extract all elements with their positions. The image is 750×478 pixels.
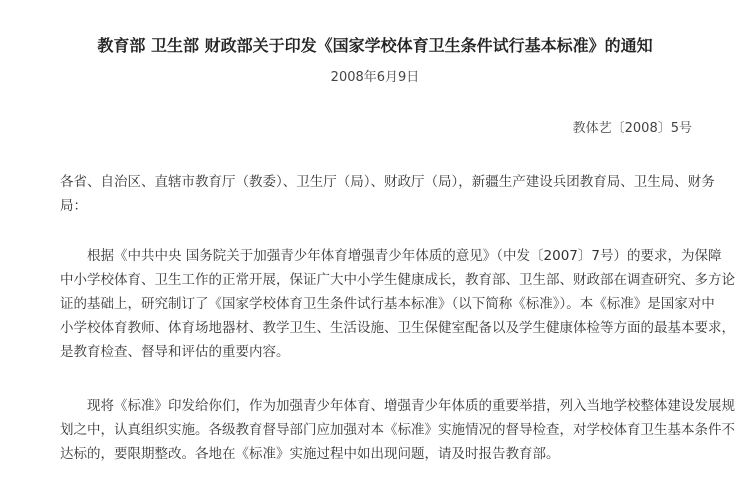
document-number: 教体艺〔2008〕5号 xyxy=(572,121,692,136)
paragraph-line: 达标的，要限期整改。各地在《标准》实施过程中如出现问题，请及时报告教育部。 xyxy=(60,446,560,462)
body-paragraph-1 xyxy=(60,244,735,364)
body-paragraph-2 xyxy=(60,394,735,466)
addressee-paragraph xyxy=(60,170,715,218)
paragraph-line: 证的基础上，研究制订了《国家学校体育卫生条件试行基本标准》（以下简称《标准》）。本《标准》是国家对中 xyxy=(60,296,715,312)
document-title: 教育部 卫生部 财政部关于印发《国家学校体育卫生条件试行基本标准》的通知 xyxy=(97,36,653,55)
paragraph-line: 根据《中共中央 国务院关于加强青少年体育增强青少年体质的意见》（中发〔2007〕7号）的要求，为保障 xyxy=(87,248,722,264)
addressee-line: 各省、自治区、直辖市教育厅（教委）、卫生厅（局）、财政厅（局），新疆生产建设兵团教育局、卫生局、财务 xyxy=(60,174,715,190)
addressee-line: 局： xyxy=(60,198,87,214)
paragraph-line: 现将《标准》印发给你们，作为加强青少年体育、增强青少年体质的重要举措，列入当地学校整体建设发展规 xyxy=(87,398,735,414)
paragraph-line: 小学校体育教师、体育场地器材、教学卫生、生活设施、卫生保健室配备以及学生健康体检等方面的最基本要求， xyxy=(60,320,735,336)
paragraph-line: 划之中，认真组织实施。各级教育督导部门应加强对本《标准》实施情况的督导检查，对学校体育卫生基本条件不 xyxy=(60,422,735,438)
paragraph-line: 是教育检查、督导和评估的重要内容。 xyxy=(60,344,290,360)
paragraph-line: 中小学校体育、卫生工作的正常开展，保证广大中小学生健康成长，教育部、卫生部、财政部在调查研究、多方论 xyxy=(60,272,735,288)
publish-date: 2008年6月9日 xyxy=(330,70,420,85)
